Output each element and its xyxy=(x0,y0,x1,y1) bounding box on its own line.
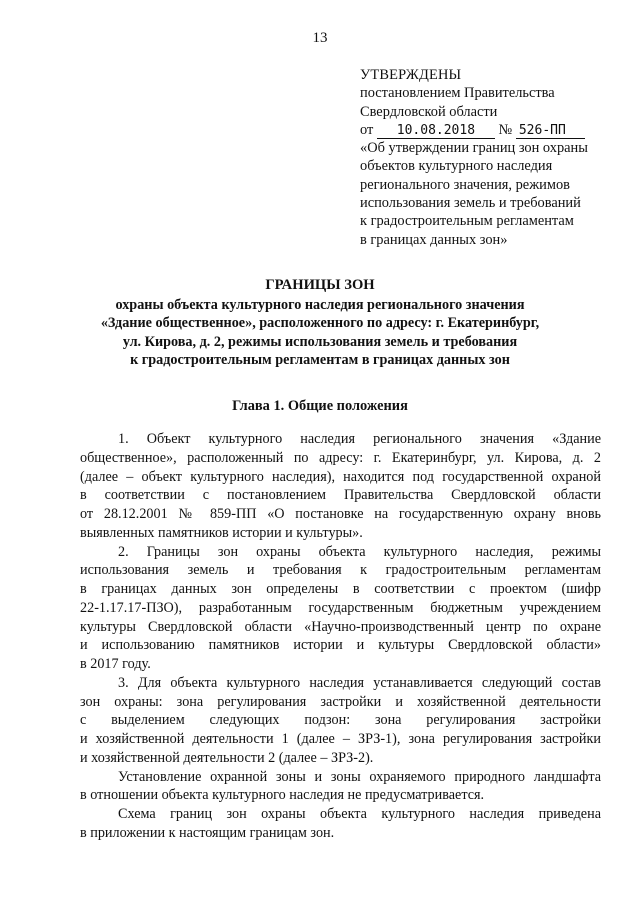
paragraph-1 xyxy=(80,430,601,543)
paragraph-2 xyxy=(80,543,601,674)
text-line: и использованию памятников истории и культуры Свердловской области» xyxy=(80,637,601,654)
text-line: в 2017 году. xyxy=(80,656,151,672)
chapter-heading: Глава 1. Общие положения xyxy=(232,398,408,414)
title-main: ГРАНИЦЫ ЗОН xyxy=(265,277,375,293)
approval-date: 10.08.2018 xyxy=(377,124,495,139)
approval-stamp xyxy=(360,66,630,249)
text-line: в приложении к настоящим границам зон. xyxy=(80,824,335,841)
text-line: в отношении объекта культурного наследия не предусматривается. xyxy=(80,787,485,804)
text-line: культуры Свердловской области «Научно-производственный центр по охране xyxy=(80,618,601,635)
text-line: Установление охранной зоны и зоны охраняемого природного ландшафта xyxy=(118,768,601,785)
title-line: охраны объекта культурного наследия регионального значения xyxy=(115,296,525,313)
text-line: Схема границ зон охраны объекта культурного наследия приведена xyxy=(118,806,601,822)
text-line: 3. Для объекта культурного наследия устанавливается следующий состав xyxy=(118,674,601,691)
text-line: 2. Границы зон охраны объекта культурного наследия, режимы xyxy=(118,543,601,560)
approval-subject-line: к градостроительным регламентам xyxy=(360,213,574,230)
text-line: в соответствии с постановлением Правительства Свердловской области xyxy=(80,487,601,504)
approval-heading: УТВЕРЖДЕНЫ xyxy=(360,67,462,83)
approval-subject-line: «Об утверждении границ зон охраны xyxy=(360,140,588,157)
text-line: (далее – объект культурного наследия), находится под государственной охраной xyxy=(80,468,601,485)
approval-number: 526-ПП xyxy=(516,124,585,139)
approval-subject-line: объектов культурного наследия xyxy=(360,158,553,175)
title-line: к градостроительным регламентам в границах данных зон xyxy=(130,352,510,369)
approval-region: Свердловской области xyxy=(360,103,498,120)
approval-subject-line: регионального значения, режимов xyxy=(360,176,570,193)
text-line: и хозяйственной деятельности 2 (далее – ЗРЗ-2). xyxy=(80,749,374,766)
title-line: ул. Кирова, д. 2, режимы использования земель и требования xyxy=(122,333,518,350)
date-prefix: от xyxy=(360,121,374,138)
approval-subject-line: использования земель и требований xyxy=(360,195,581,212)
text-line: 22-1.17.17-ПЗО), разработанным государственным бюджетным учреждением xyxy=(80,599,601,616)
body-text xyxy=(80,430,601,843)
paragraph-5 xyxy=(80,805,601,843)
page-number: 13 xyxy=(312,30,328,46)
approval-subject-line: в границах данных зон» xyxy=(360,231,508,248)
title-line: «Здание общественное», расположенного по адресу: г. Екатеринбург, xyxy=(100,315,540,332)
number-prefix: № xyxy=(498,121,513,138)
approval-date-line xyxy=(360,121,630,139)
text-line: использования земель и требования к градостроительным регламентам xyxy=(80,562,601,579)
approval-authority: постановлением Правительства xyxy=(360,85,555,102)
paragraph-4 xyxy=(80,768,601,806)
document-title xyxy=(80,276,560,370)
text-line: выявленных памятников истории и культуры». xyxy=(80,524,363,541)
paragraph-3 xyxy=(80,674,601,768)
text-line: в границах данных зон определены в соответствии с проектом (шифр xyxy=(80,581,601,597)
text-line: зон охраны: зона регулирования застройки и хозяйственной деятельности xyxy=(80,693,601,710)
text-line: 1. Объект культурного наследия регионального значения «Здание xyxy=(118,431,601,447)
text-line: с выделением следующих подзон: зона регулирования застройки xyxy=(80,712,601,729)
text-line: и хозяйственной деятельности 1 (далее – ЗРЗ-1), зона регулирования застройки xyxy=(80,731,601,747)
text-line: от 28.12.2001 № 859-ПП «О постановке на государственную охрану вновь xyxy=(80,506,601,522)
text-line: общественное», расположенный по адресу: г. Екатеринбург, ул. Кирова, д. 2 xyxy=(80,449,601,466)
